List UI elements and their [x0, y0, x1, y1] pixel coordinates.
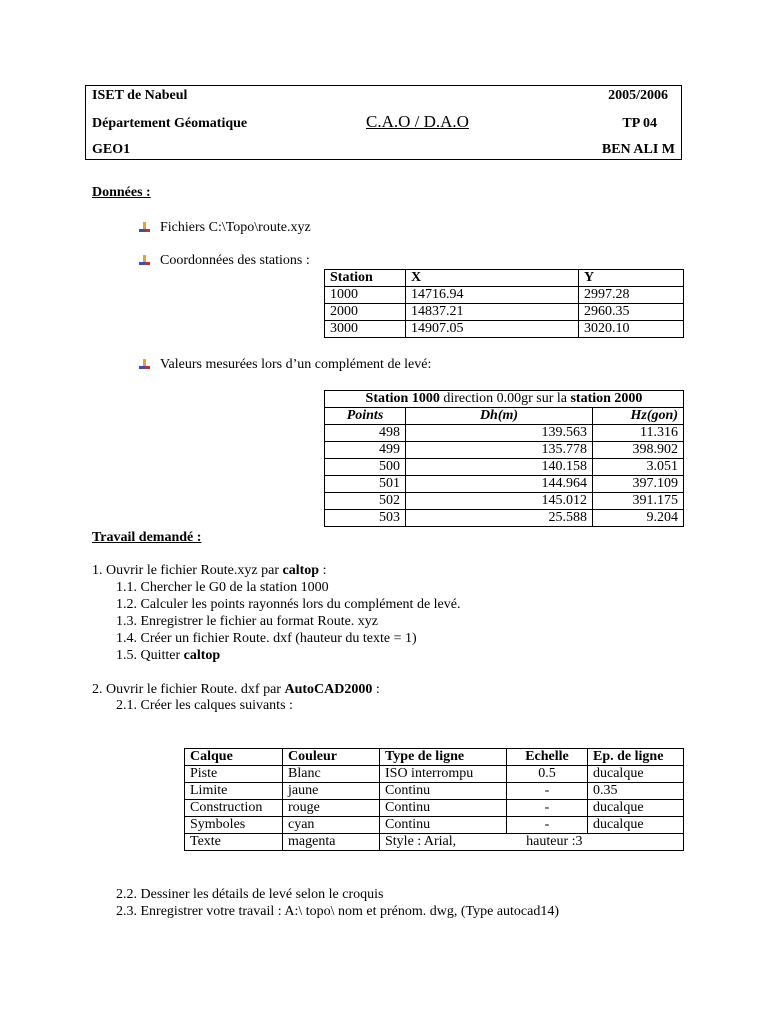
layers-table: [184, 748, 684, 851]
cell: ducalque: [588, 766, 684, 783]
header-box: [85, 85, 682, 160]
col-header-epaisseur: Ep. de ligne: [588, 749, 684, 766]
cell: 1000: [325, 287, 406, 304]
table-row: [325, 304, 684, 321]
text-style-cell: [380, 834, 684, 851]
table-row: [325, 321, 684, 338]
task-2-text: 2. Ouvrir le fichier Route. dxf par: [92, 682, 285, 697]
table-row: [185, 817, 684, 834]
table-caption-row: [325, 391, 684, 408]
task-1-3: 1.3. Enregistrer le fichier au format Route. xyz: [116, 614, 379, 629]
task-1-1: 1.1. Chercher le G0 de la station 1000: [116, 580, 329, 595]
table-row: [325, 287, 684, 304]
cell: 145.012: [406, 493, 593, 510]
col-header-station: Station: [325, 270, 406, 287]
table-row: [325, 459, 684, 476]
text-style: Style : Arial,: [385, 834, 457, 849]
task-1-5-text: 1.5. Quitter: [116, 648, 184, 663]
cell: 9.204: [593, 510, 684, 527]
cell: 140.158: [406, 459, 593, 476]
bullet-icon: [139, 359, 150, 370]
col-header-dh: Dh(m): [406, 408, 593, 425]
col-header-calque: Calque: [185, 749, 283, 766]
department-name: Département Géomatique: [92, 116, 248, 131]
task-2-colon: :: [372, 682, 380, 697]
task-1: [92, 563, 326, 579]
caption-station-from: Station 1000: [365, 391, 440, 406]
table-row: [185, 834, 684, 851]
table-header-row: [185, 749, 684, 766]
school-year: 2005/2006: [608, 88, 668, 103]
cell: ducalque: [588, 800, 684, 817]
cell: 502: [325, 493, 406, 510]
table-row: [185, 766, 684, 783]
cell: Construction: [185, 800, 283, 817]
course-title: C.A.O / D.A.O: [366, 112, 469, 131]
cell: 503: [325, 510, 406, 527]
cell: 2960.35: [579, 304, 684, 321]
task-2-software: AutoCAD2000: [284, 682, 373, 697]
cell: jaune: [283, 783, 380, 800]
cell: magenta: [283, 834, 380, 851]
cell: 2997.28: [579, 287, 684, 304]
tp-number: TP 04: [622, 116, 657, 131]
cell: 14716.94: [406, 287, 579, 304]
files-line: Fichiers C:\Topo\route.xyz: [160, 220, 311, 235]
donnees-title: Données :: [92, 185, 151, 200]
task-1-2: 1.2. Calculer les points rayonnés lors du complément de levé.: [116, 597, 461, 612]
text-height: hauteur :3: [526, 834, 583, 849]
cell: 14907.05: [406, 321, 579, 338]
table-row: [325, 476, 684, 493]
task-2-1: 2.1. Créer les calques suivants :: [116, 698, 293, 713]
cell: 499: [325, 442, 406, 459]
cell: 498: [325, 425, 406, 442]
cell: 2000: [325, 304, 406, 321]
col-header-x: X: [406, 270, 579, 287]
caption-station-to: station 2000: [570, 391, 643, 406]
institute-name: ISET de Nabeul: [92, 88, 188, 103]
cell: 500: [325, 459, 406, 476]
cell: -: [507, 783, 588, 800]
cell: cyan: [283, 817, 380, 834]
measured-label: Valeurs mesurées lors d’un complément de levé:: [160, 357, 432, 372]
cell: rouge: [283, 800, 380, 817]
cell: -: [507, 817, 588, 834]
cell: Continu: [380, 783, 507, 800]
measurements-caption: [325, 391, 684, 408]
table-header-row: [325, 270, 684, 287]
measurements-table: [324, 390, 684, 527]
bullet-icon: [139, 222, 150, 233]
cell: Symboles: [185, 817, 283, 834]
cell: Blanc: [283, 766, 380, 783]
cell: ducalque: [588, 817, 684, 834]
task-1-colon: :: [319, 563, 327, 578]
group-name: GEO1: [92, 142, 131, 157]
col-header-couleur: Couleur: [283, 749, 380, 766]
col-header-points: Points: [325, 408, 406, 425]
cell: Texte: [185, 834, 283, 851]
cell: 3020.10: [579, 321, 684, 338]
cell: 397.109: [593, 476, 684, 493]
cell: Piste: [185, 766, 283, 783]
task-1-software: caltop: [282, 563, 320, 578]
col-header-echelle: Echelle: [507, 749, 588, 766]
table-row: [185, 783, 684, 800]
cell: 398.902: [593, 442, 684, 459]
cell: 391.175: [593, 493, 684, 510]
cell: 501: [325, 476, 406, 493]
col-header-y: Y: [579, 270, 684, 287]
cell: Continu: [380, 817, 507, 834]
col-header-hz: Hz(gon): [593, 408, 684, 425]
table-row: [325, 442, 684, 459]
cell: 14837.21: [406, 304, 579, 321]
cell: 3.051: [593, 459, 684, 476]
stations-label: Coordonnées des stations :: [160, 253, 310, 268]
task-2-3: 2.3. Enregistrer votre travail : A:\ topo\ nom et prénom. dwg, (Type autocad14): [116, 904, 560, 919]
travail-title: Travail demandé :: [92, 530, 202, 545]
task-2-2: 2.2. Dessiner les détails de levé selon le croquis: [116, 887, 384, 902]
col-header-type: Type de ligne: [380, 749, 507, 766]
cell: ISO interrompu: [380, 766, 507, 783]
cell: 3000: [325, 321, 406, 338]
stations-table: [324, 269, 684, 338]
task-1-5: [116, 648, 220, 664]
task-1-5-software: caltop: [183, 648, 221, 663]
cell: Continu: [380, 800, 507, 817]
table-header-row: [325, 408, 684, 425]
cell: 11.316: [593, 425, 684, 442]
task-2: [92, 682, 380, 698]
table-row: [185, 800, 684, 817]
cell: 135.778: [406, 442, 593, 459]
cell: Limite: [185, 783, 283, 800]
cell: 25.588: [406, 510, 593, 527]
cell: 144.964: [406, 476, 593, 493]
cell: -: [507, 800, 588, 817]
table-row: [325, 425, 684, 442]
task-1-4: 1.4. Créer un fichier Route. dxf (hauteur du texte = 1): [116, 631, 417, 646]
cell: 0.5: [507, 766, 588, 783]
cell: 0.35: [588, 783, 684, 800]
caption-direction: direction 0.00gr sur la: [439, 391, 571, 406]
table-row: [325, 510, 684, 527]
task-1-text: 1. Ouvrir le fichier Route.xyz par: [92, 563, 283, 578]
author-name: BEN ALI M: [601, 142, 675, 157]
table-row: [325, 493, 684, 510]
bullet-icon: [139, 255, 150, 266]
cell: 139.563: [406, 425, 593, 442]
